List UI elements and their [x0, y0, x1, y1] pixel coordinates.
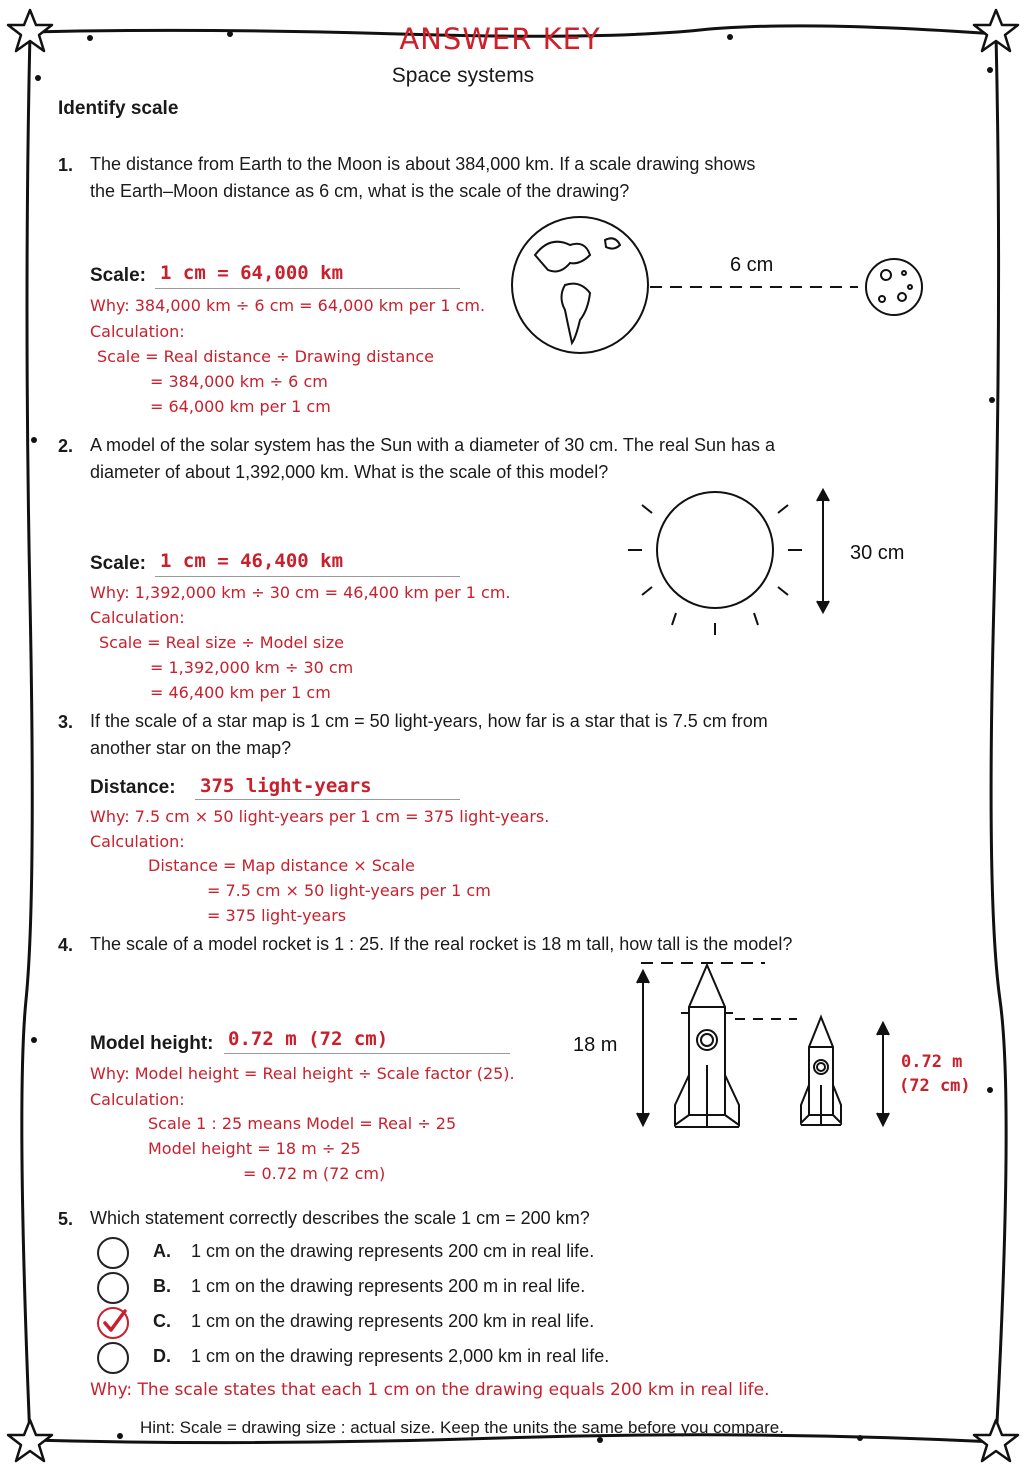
option-b-radio[interactable] [97, 1272, 129, 1304]
q1-text-line2: the Earth–Moon distance as 6 cm, what is the scale of the drawing? [90, 181, 630, 201]
q1-figure-label: 6 cm [730, 254, 774, 276]
q3-answer-line [195, 799, 460, 800]
q4-answer-line [224, 1053, 510, 1054]
q2-answer: 1 cm = 46,400 km [160, 550, 344, 572]
star-icon [974, 1420, 1018, 1461]
option-c-text: 1 cm on the drawing represents 200 km in real life. [191, 1311, 595, 1331]
q2-why: Why: 1,392,000 km ÷ 30 cm = 46,400 km per 1 cm. [90, 583, 511, 602]
option-b-letter: B. [153, 1276, 171, 1296]
option-a-radio[interactable] [97, 1237, 129, 1269]
q2-calc-line3: = 46,400 km per 1 cm [150, 683, 331, 702]
q4-number: 4. [58, 935, 74, 955]
q3-text-line2: another star on the map? [90, 738, 292, 758]
q4-answer-label: Model height: [90, 1033, 214, 1054]
q1-text-line1: The distance from Earth to the Moon is about 384,000 km. If a scale drawing shows [90, 154, 756, 174]
q2-calc-line2: = 1,392,000 km ÷ 30 cm [150, 658, 354, 677]
q1-calc-line3: = 64,000 km per 1 cm [150, 397, 331, 416]
q1-answer: 1 cm = 64,000 km [160, 262, 344, 284]
q3-calc-line1: Distance = Map distance × Scale [148, 856, 415, 875]
option-c-radio[interactable] [97, 1307, 129, 1339]
q2-text-line2: diameter of about 1,392,000 km. What is the scale of this model? [90, 462, 609, 482]
answer-key-title: ANSWER KEY [399, 22, 601, 56]
model-rocket-icon [801, 1017, 841, 1125]
q5-number: 5. [58, 1209, 74, 1229]
option-b-text: 1 cm on the drawing represents 200 m in real life. [191, 1276, 586, 1296]
option-d-radio[interactable] [97, 1342, 129, 1374]
q1-calc-line2: = 384,000 km ÷ 6 cm [150, 372, 328, 391]
q2-figure-label: 30 cm [850, 542, 905, 564]
q4-figure-model-label1: 0.72 m [901, 1052, 963, 1072]
q3-calc-line2: = 7.5 cm × 50 light-years per 1 cm [207, 881, 491, 900]
q2-answer-line [155, 576, 460, 577]
q4-calc-label: Calculation: [90, 1090, 185, 1109]
q3-why: Why: 7.5 cm × 50 light-years per 1 cm = 375 light-years. [90, 807, 550, 826]
sun-icon [657, 492, 773, 608]
page-subtitle: Space systems [391, 64, 535, 87]
q1-answer-label: Scale: [90, 265, 146, 286]
q1-answer-line [155, 288, 460, 289]
sun-diagram [620, 485, 920, 640]
q4-calc-line3: = 0.72 m (72 cm) [243, 1164, 386, 1183]
option-a-letter: A. [153, 1241, 171, 1261]
q5-why: Why: The scale states that each 1 cm on the drawing equals 200 km in real life. [90, 1380, 770, 1400]
q2-number: 2. [58, 436, 74, 456]
option-c-letter: C. [153, 1311, 171, 1331]
q2-answer-label: Scale: [90, 553, 146, 574]
section-title: Identify scale [58, 98, 179, 119]
q4-figure-real-label: 18 m [573, 1034, 618, 1056]
option-d-letter: D. [153, 1346, 171, 1366]
moon-icon [866, 259, 922, 315]
q4-calc-line1: Scale 1 : 25 means Model = Real ÷ 25 [148, 1114, 457, 1133]
q1-why: Why: 384,000 km ÷ 6 cm = 64,000 km per 1 cm. [90, 296, 486, 315]
q2-calc-line1: Scale = Real size ÷ Model size [99, 633, 344, 652]
q1-number: 1. [58, 155, 74, 175]
checkmark-icon [99, 1309, 127, 1337]
q3-calc-label: Calculation: [90, 832, 185, 851]
q4-why: Why: Model height = Real height ÷ Scale factor (25). [90, 1064, 515, 1083]
q3-number: 3. [58, 712, 74, 732]
real-rocket-icon [675, 965, 739, 1127]
option-a-text: 1 cm on the drawing represents 200 cm in real life. [191, 1241, 595, 1261]
q1-calc-line1: Scale = Real distance ÷ Drawing distance [97, 347, 434, 366]
rocket-diagram [565, 955, 985, 1140]
q3-calc-line3: = 375 light-years [207, 906, 347, 925]
star-icon [8, 1420, 52, 1461]
q1-calc-label: Calculation: [90, 322, 185, 341]
q2-text-line1: A model of the solar system has the Sun with a diameter of 30 cm. The real Sun has a [90, 435, 776, 455]
q4-answer: 0.72 m (72 cm) [228, 1028, 389, 1050]
option-d-text: 1 cm on the drawing represents 2,000 km in real life. [191, 1346, 610, 1366]
q5-text: Which statement correctly describes the scale 1 cm = 200 km? [90, 1208, 590, 1228]
q4-calc-line2: Model height = 18 m ÷ 25 [148, 1139, 361, 1158]
earth-moon-diagram [510, 215, 940, 365]
q4-figure-model-label2: (72 cm) [899, 1076, 971, 1096]
q3-text-line1: If the scale of a star map is 1 cm = 50 light-years, how far is a star that is 7.5 cm from [90, 711, 768, 731]
q4-text-line1: The scale of a model rocket is 1 : 25. If the real rocket is 18 m tall, how tall is the model? [90, 934, 793, 954]
q2-calc-label: Calculation: [90, 608, 185, 627]
q3-answer: 375 light-years [200, 775, 372, 797]
hint-text: Hint: Scale = drawing size : actual size. Keep the units the same before you compare. [140, 1418, 784, 1437]
q3-answer-label: Distance: [90, 777, 176, 798]
